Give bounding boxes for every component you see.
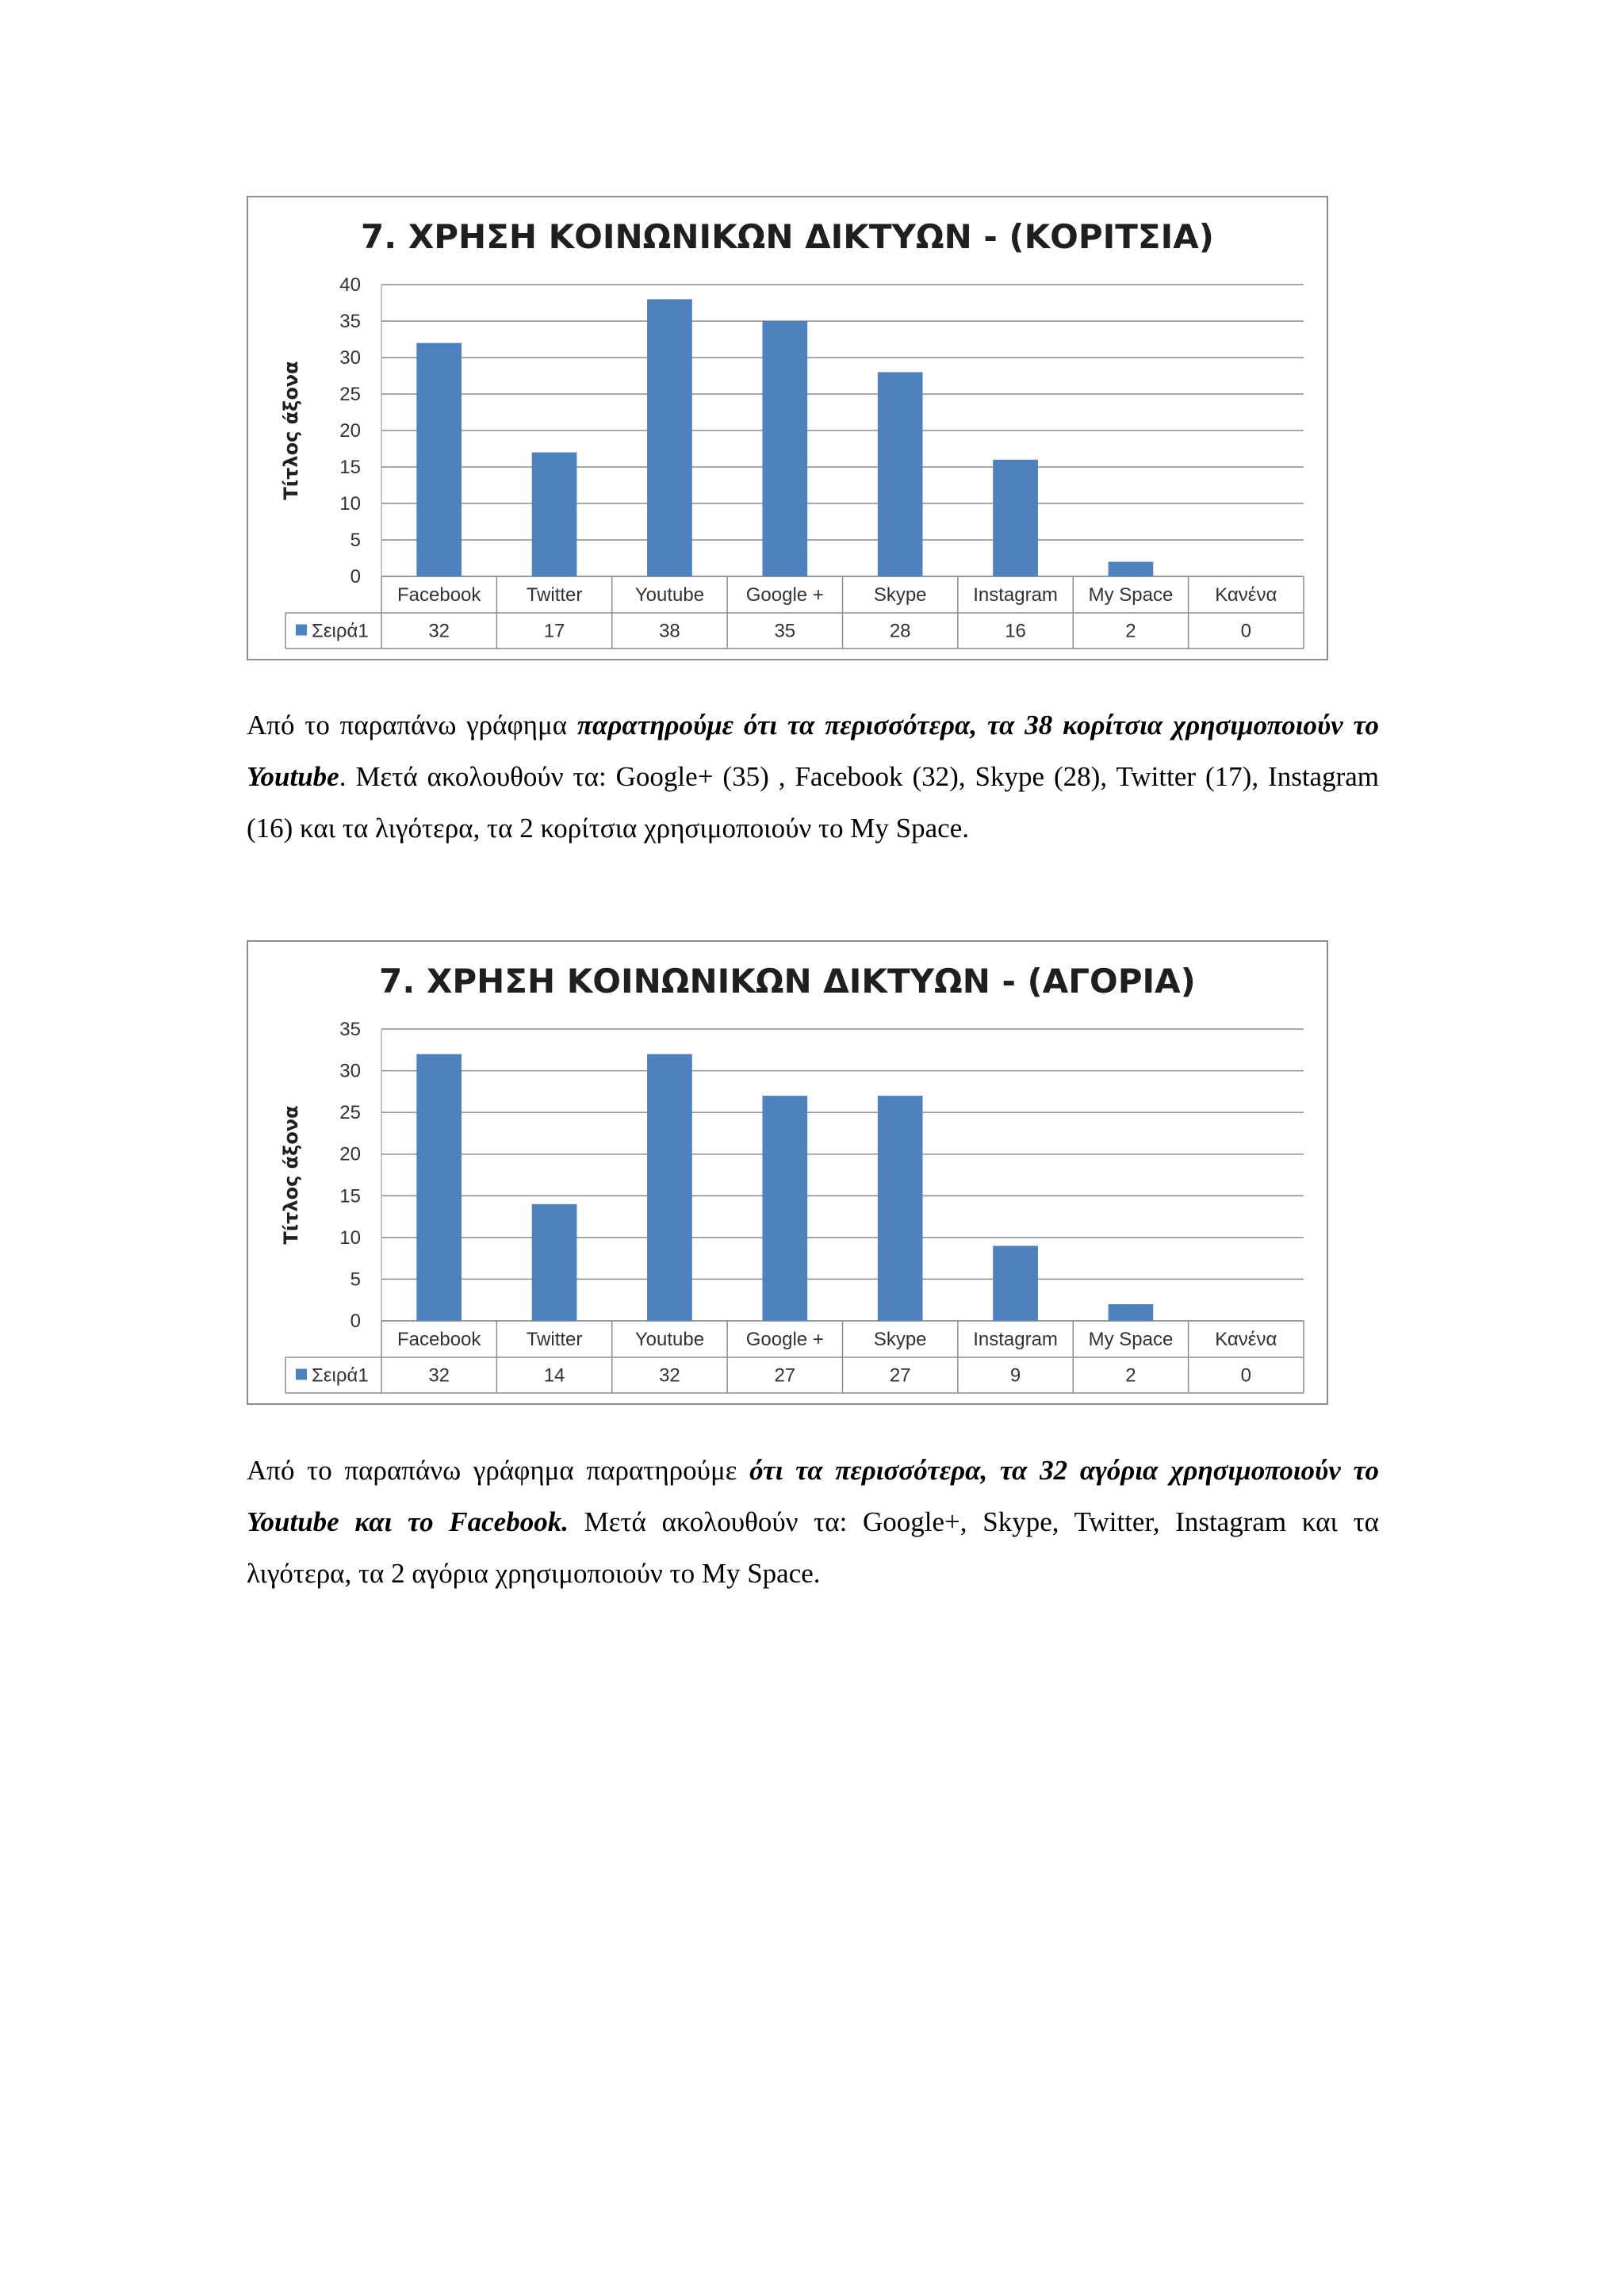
bar-2-6 (993, 1246, 1038, 1321)
bar-1-6 (993, 460, 1038, 576)
category-label: My Space (1088, 1329, 1174, 1350)
y-tick-label: 10 (339, 493, 361, 515)
bar-2-5 (878, 1096, 923, 1321)
legend-label: Σειρά1 (312, 620, 369, 642)
chart-girls (247, 196, 1328, 660)
data-value-label: 2 (1125, 1364, 1136, 1387)
y-tick-label: 25 (339, 1102, 361, 1124)
data-value-label: 35 (774, 620, 796, 642)
data-value-label: 32 (428, 620, 450, 642)
chart-boys-svg (248, 942, 1327, 1403)
category-label: Κανένα (1215, 1329, 1277, 1350)
data-value-label: 14 (543, 1364, 565, 1387)
data-value-label: 0 (1240, 620, 1251, 642)
y-tick-label: 20 (339, 1143, 361, 1165)
category-label: My Space (1088, 584, 1174, 606)
bar-1-7 (1109, 562, 1154, 576)
bar-2-2 (532, 1204, 577, 1321)
bar-2-3 (647, 1054, 692, 1321)
paragraph-girls-rest: . Μετά ακολουθούν τα: Google+ (35) , Facebook (32), Skype (28), Twitter (17), Instagram (16) και τα λιγότερα, τα 2 κορίτσια χρησιμοποιούν το My Space. (247, 761, 1379, 844)
category-label: Google + (745, 584, 824, 606)
y-tick-label: 5 (350, 530, 361, 551)
y-tick-label: 35 (339, 1019, 361, 1040)
category-label: Instagram (973, 1329, 1058, 1350)
y-tick-label: 30 (339, 347, 361, 369)
bar-1-1 (416, 343, 462, 576)
chart-girls-svg (248, 197, 1327, 659)
category-label: Facebook (396, 584, 481, 606)
paragraph-boys-rest: Μετά ακολουθούν τα: Google+, Skype, Twitter, Instagram και τα λιγότερα, τα 2 αγόρια χρησιμοποιούν το My Space. (247, 1506, 1379, 1589)
y-tick-label: 10 (339, 1226, 361, 1249)
data-value-label: 32 (428, 1364, 450, 1387)
y-tick-label: 25 (339, 384, 361, 405)
category-label: Skype (873, 584, 927, 606)
y-tick-label: 35 (339, 311, 361, 332)
y-tick-label: 30 (339, 1060, 361, 1082)
category-label: Skype (873, 1329, 927, 1350)
data-value-label: 28 (889, 620, 911, 642)
y-tick-label: 15 (339, 457, 361, 478)
y-tick-label: 20 (339, 420, 361, 442)
data-value-label: 17 (543, 620, 565, 642)
data-value-label: 27 (889, 1364, 911, 1387)
chart-title: 7. ΧΡΗΣΗ ΚΟΙΝΩΝΙΚΩΝ ΔΙΚΤΥΩΝ - (ΚΟΡΙΤΣΙΑ) (361, 217, 1214, 256)
bar-1-5 (878, 372, 923, 576)
y-tick-label: 0 (350, 566, 361, 587)
paragraph-boys-emphasis: ότι τα περισσότερα, τα 32 αγόρια χρησιμοποιούν το Youtube και το Facebook. (247, 1455, 1379, 1537)
data-value-label: 38 (659, 620, 680, 642)
bar-1-4 (762, 321, 807, 576)
category-label: Youtube (634, 1329, 705, 1350)
y-tick-label: 5 (350, 1269, 361, 1291)
category-label: Instagram (973, 584, 1058, 606)
data-value-label: 27 (774, 1364, 796, 1387)
category-label: Facebook (396, 1329, 481, 1350)
y-tick-label: 40 (339, 274, 361, 296)
bar-1-2 (532, 453, 577, 576)
paragraph-boys-intro: Από το παραπάνω γράφημα παρατηρούμε (247, 1455, 750, 1486)
y-axis-title: Τίτλος άξονα (280, 1105, 302, 1245)
paragraph-boys (247, 1445, 1379, 1599)
data-value-label: 32 (659, 1364, 680, 1387)
paragraph-girls-intro: Από το παραπάνω γράφημα (247, 710, 577, 740)
bar-2-4 (762, 1096, 807, 1321)
paragraph-girls-emphasis: παρατηρούμε ότι τα περισσότερα, τα 38 κορίτσια χρησιμοποιούν το Youtube (247, 710, 1379, 792)
chart-title: 7. ΧΡΗΣΗ ΚΟΙΝΩΝΙΚΩΝ ΔΙΚΤΥΩΝ - (ΑΓΟΡΙΑ) (379, 962, 1196, 1001)
category-label: Youtube (634, 584, 705, 606)
bar-2-7 (1109, 1304, 1154, 1321)
legend-label: Σειρά1 (312, 1364, 369, 1387)
category-label: Κανένα (1215, 584, 1277, 606)
category-label: Twitter (526, 584, 583, 606)
y-tick-label: 15 (339, 1185, 361, 1207)
data-value-label: 0 (1240, 1364, 1251, 1387)
chart-boys (247, 940, 1328, 1405)
data-value-label: 9 (1009, 1364, 1021, 1387)
paragraph-girls (247, 699, 1379, 854)
y-axis-title: Τίτλος άξονα (280, 361, 302, 500)
legend-swatch (296, 625, 307, 636)
bar-2-1 (416, 1054, 462, 1321)
data-value-label: 16 (1005, 620, 1026, 642)
data-value-label: 2 (1125, 620, 1136, 642)
y-tick-label: 0 (350, 1311, 361, 1332)
bar-1-3 (647, 299, 692, 576)
category-label: Twitter (526, 1329, 583, 1350)
category-label: Google + (745, 1329, 824, 1350)
legend-swatch (296, 1369, 307, 1380)
